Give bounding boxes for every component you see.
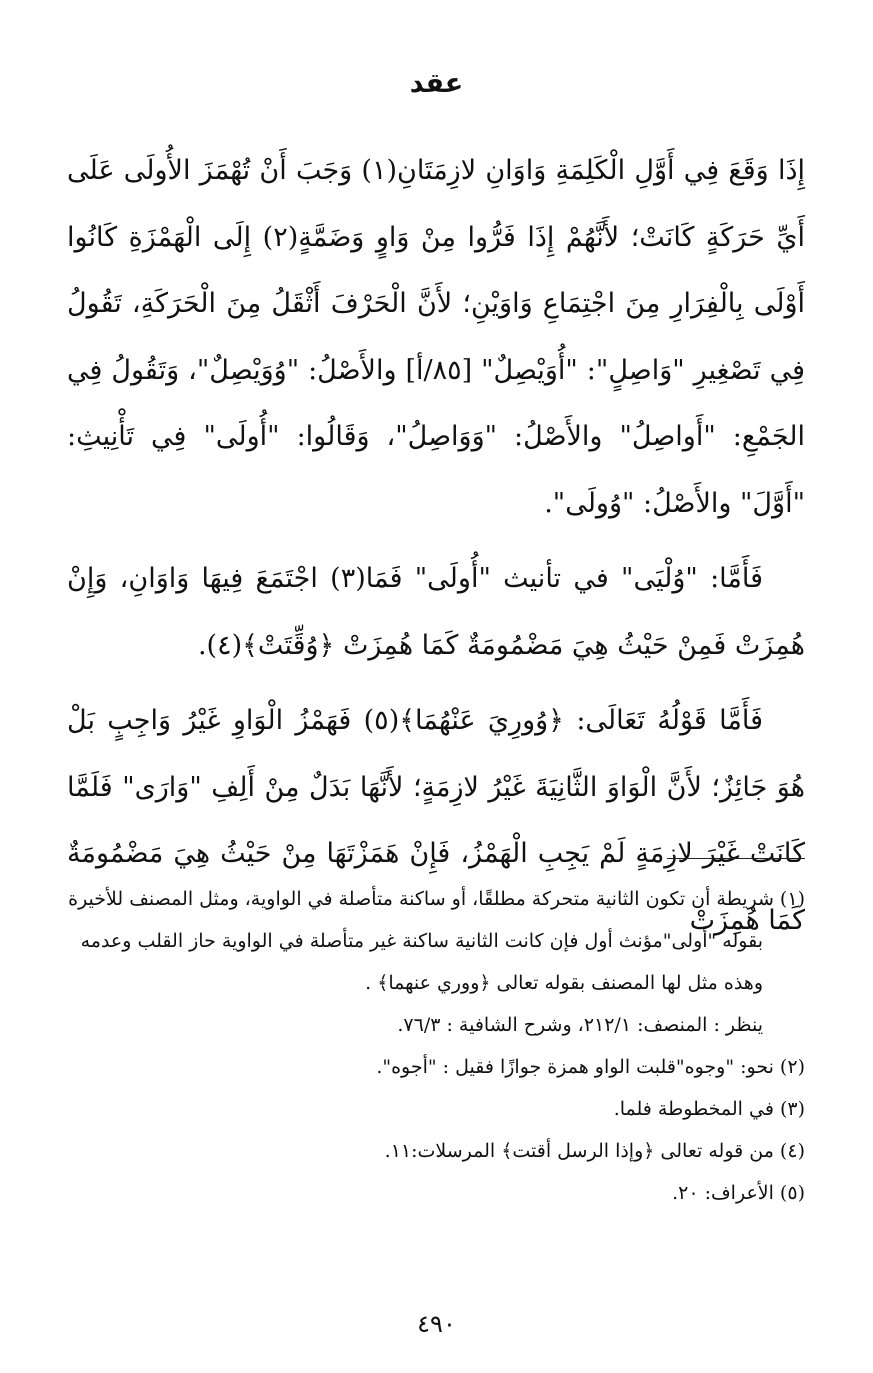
footnote-1-reference: ينظر : المنصف: ٢١٢/١، وشرح الشافية : ٧٦/٣. xyxy=(397,1014,763,1036)
main-text xyxy=(67,138,805,963)
paragraph-3: فَأَمَّا قَوْلُهُ تَعَالَى: ﴿وُورِيَ عَنْهُمَا﴾(٥) فَهَمْزُ الْوَاوِ غَيْرُ وَاجِبٍ بَلْ هُوَ جَائِزٌ؛ لأَنَّ الْوَاوَ الثَّانِيَةَ غَيْرُ لازِمَةٍ؛ لأَنَّهَا بَدَلٌ مِنْ أَلِفِ "وَارَى" فَلَمَّا كَانَتْ غَيْرَ لازِمَةٍ لَمْ يَجِبِ الْهَمْزُ، فَإِنْ هَمَزْتَهَا مِنْ حَيْثُ هِيَ مَضْمُومَةٌ كَمَا هُمِزَتْ xyxy=(67,705,805,936)
footnote-5: (٥) الأعراف: ٢٠. xyxy=(672,1182,805,1204)
page-header-title: عقد xyxy=(409,68,464,99)
footnote-3: (٣) في المخطوطة فلما. xyxy=(613,1098,805,1120)
footnote-1: (١) شريطة أن تكون الثانية متحركة مطلقًا، أو ساكنة متأصلة في الواوية، ومثل المصنف للأخيرة xyxy=(68,888,805,910)
footnote-separator xyxy=(667,858,805,859)
page-number: ٤٩٠ xyxy=(417,1310,456,1338)
footnote-2: (٢) نحو: "وجوه"قلبت الواو همزة جوازًا فقيل : "أجوه". xyxy=(376,1056,805,1078)
paragraph-1: إِذَا وَقَعَ فِي أَوَّلِ الْكَلِمَةِ وَاوَانِ لازِمَتَانِ(١) وَجَبَ أَنْ تُهْمَزَ الأُولَى عَلَى أَيِّ حَرَكَةٍ كَانَتْ؛ لأَنَّهُمْ إِذَا فَرُّوا مِنْ وَاوٍ وَضَمَّةٍ(٢) إِلَى الْهَمْزَةِ كَانُوا أَوْلَى بِالْفِرَارِ مِنَ اجْتِمَاعِ وَاوَيْنِ؛ لأَنَّ الْحَرْفَ أَثْقَلُ مِنَ الْحَرَكَةِ، تَقُولُ فِي تَصْغِيرِ "وَاصِلٍ": "أُوَيْصِلٌ" [٨٥/أ] والأَصْلُ: "وُوَيْصِلٌ"، وَتَقُولُ فِي الجَمْعِ: "أَواصِلُ" والأَصْلُ: "وَوَاصِلُ"، وَقَالُوا: "أُولَى" فِي تَأْنِيثِ: "أَوَّلَ" والأَصْلُ: "وُولَى". xyxy=(67,155,805,519)
footnote-4: (٤) من قوله تعالى ﴿وإذا الرسل أقتت﴾ المرسلات:١١. xyxy=(384,1140,805,1162)
paragraph-2: فَأَمَّا: "وُلْيَى" في تأنيث "أُولَى" فَمَا(٣) اجْتَمَعَ فِيهَا وَاوَانِ، وَإِنْ هُمِزَتْ فَمِنْ حَيْثُ هِيَ مَضْمُومَةٌ كَمَا هُمِزَتْ ﴿وُقِّتَتْ﴾(٤). xyxy=(67,563,805,661)
footnote-1-continued: بقوله "أولى"مؤنث أول فإن كانت الثانية ساكنة غير متأصلة في الواوية حاز القلب وعدمه xyxy=(80,930,763,952)
footnote-1-continued: وهذه مثل لها المصنف بقوله تعالى ﴿ووري عنهما﴾ . xyxy=(365,972,763,994)
footnotes xyxy=(67,878,805,1214)
